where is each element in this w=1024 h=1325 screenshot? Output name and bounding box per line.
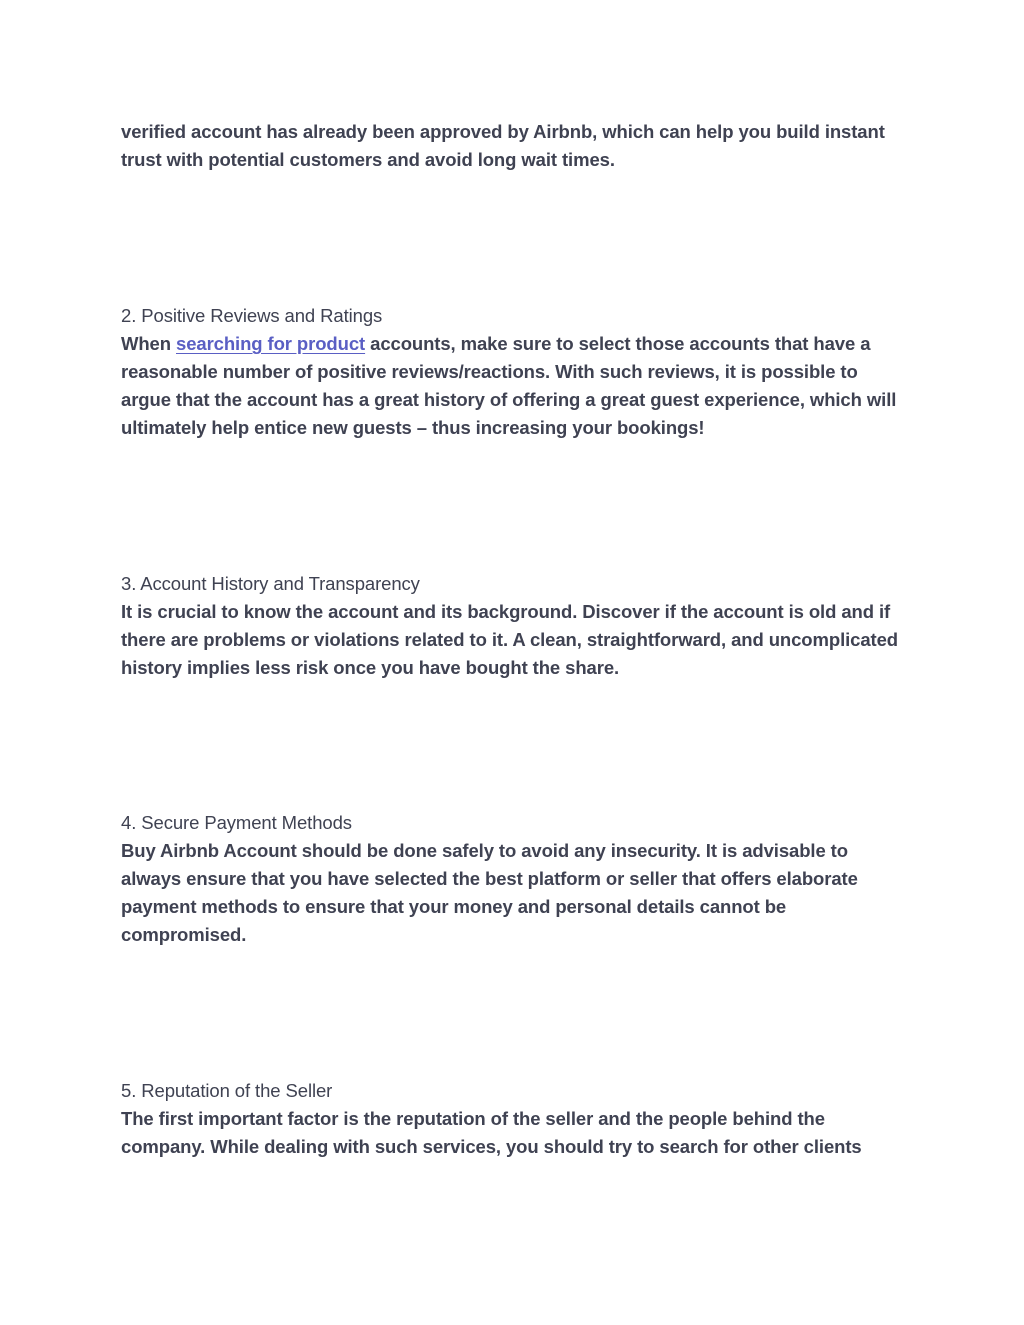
searching-for-product-link[interactable]: searching for product — [176, 333, 366, 354]
body-text-after-link: accounts, make sure to select those accounts that have a reasonable number of positive reviews/reactions. With such reviews, it is possible to argue that the account has a great history of offering a great guest experience, which will ultimately help entice new guests – thus increasing your bookings! — [121, 333, 897, 438]
section-seller-reputation — [121, 1077, 911, 1161]
section-account-history — [121, 570, 911, 682]
section-body — [121, 330, 911, 442]
section-heading: 5. Reputation of the Seller — [121, 1080, 333, 1101]
section-heading: 2. Positive Reviews and Ratings — [121, 305, 383, 326]
body-text-before-link: When — [121, 333, 176, 354]
section-secure-payment — [121, 809, 911, 949]
section-heading: 4. Secure Payment Methods — [121, 812, 352, 833]
section-body: The first important factor is the reputation of the seller and the people behind the company. While dealing with such services, you should try to search for other clients — [121, 1108, 862, 1157]
section-positive-reviews — [121, 302, 911, 442]
section-body: It is crucial to know the account and its background. Discover if the account is old and if there are problems or violations related to it. A clean, straightforward, and uncomplicated history implies less risk once you have bought the share. — [121, 601, 898, 678]
intro-paragraph — [121, 118, 911, 174]
section-heading: 3. Account History and Transparency — [121, 573, 420, 594]
section-body: Buy Airbnb Account should be done safely to avoid any insecurity. It is advisable to always ensure that you have selected the best platform or seller that offers elaborate payment methods to ensure that your money and personal details cannot be compromised. — [121, 840, 858, 945]
intro-text: verified account has already been approved by Airbnb, which can help you build instant trust with potential customers and avoid long wait times. — [121, 121, 885, 170]
